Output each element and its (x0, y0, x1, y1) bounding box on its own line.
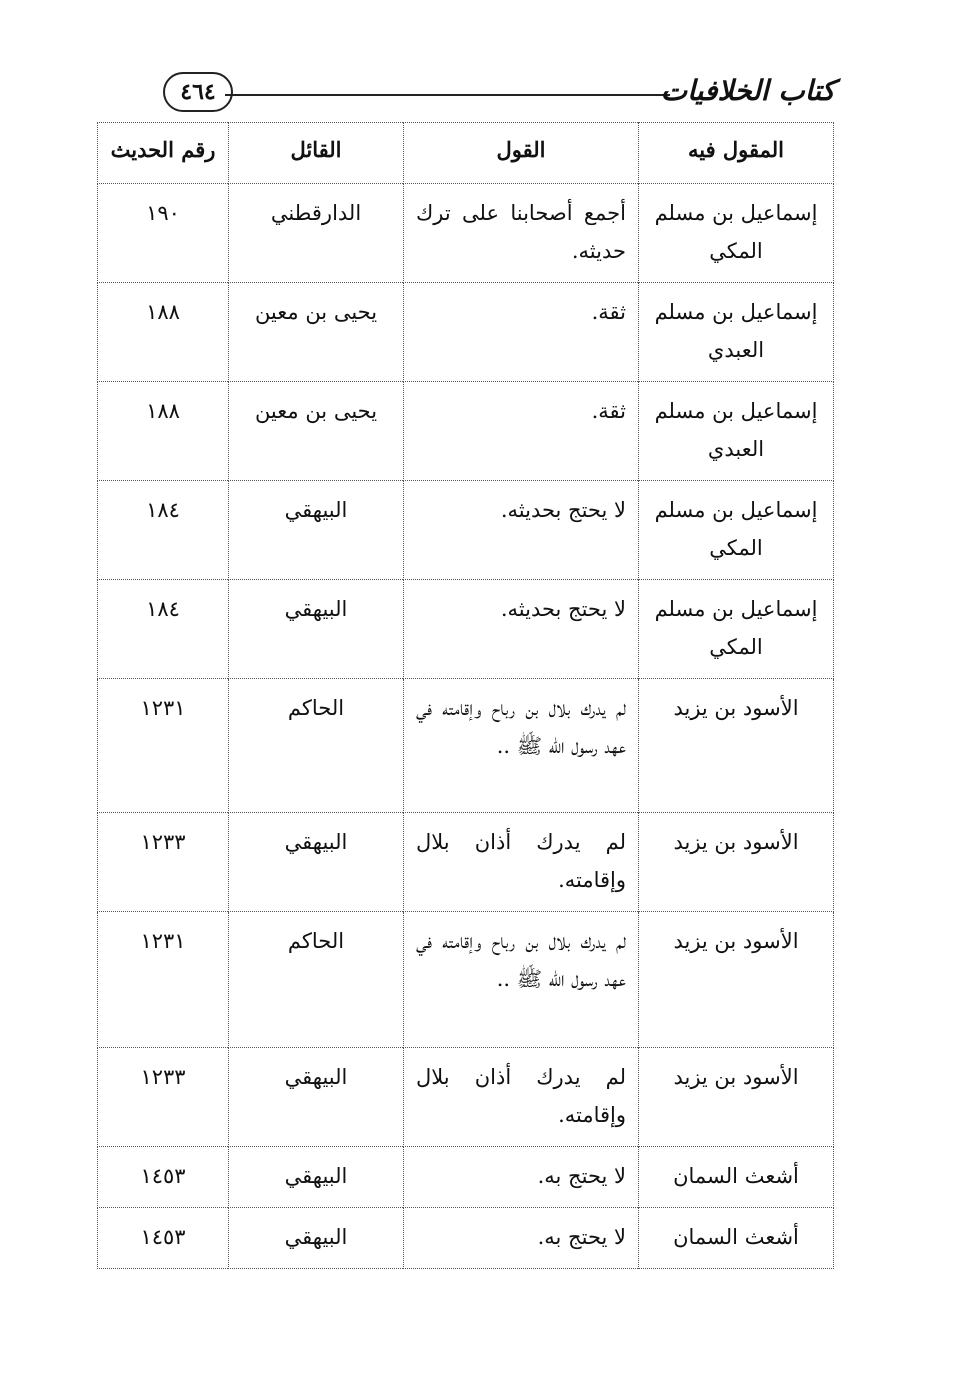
cell-saying: ثقة. (404, 382, 639, 481)
cell-speaker: يحيى بن معين (229, 382, 404, 481)
table-header-row (98, 123, 834, 184)
cell-saying: لا يحتج به. (404, 1147, 639, 1208)
page-header (95, 72, 835, 120)
table-row (98, 912, 834, 1048)
table-row (98, 184, 834, 283)
cell-speaker: الحاكم (229, 912, 404, 1048)
cell-number: ١٨٤ (98, 580, 229, 679)
cell-speaker: الدارقطني (229, 184, 404, 283)
header-speaker: القائل (229, 123, 404, 184)
cell-subject: إسماعيل بن مسلم المكي (639, 580, 834, 679)
page-number: ٤٦٤ (163, 72, 233, 112)
cell-number: ١٨٤ (98, 481, 229, 580)
cell-speaker: البيهقي (229, 1208, 404, 1269)
cell-saying: لم يدرك أذان بلال وإقامته. (404, 813, 639, 912)
cell-number: ١٨٨ (98, 382, 229, 481)
cell-saying: لا يحتج به. (404, 1208, 639, 1269)
cell-saying: لم يدرك بلال بن رباح وإقامته في عهد رسول الله ﷺ .. (404, 912, 639, 1048)
cell-subject: الأسود بن يزيد (639, 1048, 834, 1147)
narrators-table (97, 122, 834, 1269)
cell-saying: لا يحتج بحديثه. (404, 481, 639, 580)
cell-speaker: البيهقي (229, 580, 404, 679)
table-row (98, 580, 834, 679)
cell-speaker: يحيى بن معين (229, 283, 404, 382)
table-row (98, 382, 834, 481)
table-row (98, 1208, 834, 1269)
cell-speaker: البيهقي (229, 481, 404, 580)
cell-subject: أشعث السمان (639, 1208, 834, 1269)
cell-saying: لم يدرك أذان بلال وإقامته. (404, 1048, 639, 1147)
cell-subject: إسماعيل بن مسلم المكي (639, 481, 834, 580)
header-hadith-number: رقم الحديث (98, 123, 229, 184)
cell-saying: ثقة. (404, 283, 639, 382)
cell-subject: إسماعيل بن مسلم العبدي (639, 382, 834, 481)
cell-speaker: البيهقي (229, 813, 404, 912)
cell-number: ١٢٣٣ (98, 813, 229, 912)
cell-subject: أشعث السمان (639, 1147, 834, 1208)
cell-number: ١٢٣١ (98, 679, 229, 813)
table-row (98, 1048, 834, 1147)
cell-subject: إسماعيل بن مسلم المكي (639, 184, 834, 283)
cell-speaker: البيهقي (229, 1048, 404, 1147)
cell-number: ١٩٠ (98, 184, 229, 283)
cell-number: ١٢٣١ (98, 912, 229, 1048)
header-saying: القول (404, 123, 639, 184)
cell-speaker: البيهقي (229, 1147, 404, 1208)
book-title: كتاب الخلافيات (660, 74, 835, 107)
table-row (98, 679, 834, 813)
cell-speaker: الحاكم (229, 679, 404, 813)
cell-subject: إسماعيل بن مسلم العبدي (639, 283, 834, 382)
table-row (98, 813, 834, 912)
cell-saying: لم يدرك بلال بن رباح وإقامته في عهد رسول الله ﷺ .. (404, 679, 639, 813)
table-row (98, 481, 834, 580)
cell-number: ١٤٥٣ (98, 1208, 229, 1269)
cell-subject: الأسود بن يزيد (639, 912, 834, 1048)
header-subject: المقول فيه (639, 123, 834, 184)
cell-saying: لا يحتج بحديثه. (404, 580, 639, 679)
cell-number: ١٤٥٣ (98, 1147, 229, 1208)
table-row (98, 283, 834, 382)
cell-subject: الأسود بن يزيد (639, 679, 834, 813)
cell-number: ١٨٨ (98, 283, 229, 382)
cell-number: ١٢٣٣ (98, 1048, 229, 1147)
cell-subject: الأسود بن يزيد (639, 813, 834, 912)
table-row (98, 1147, 834, 1208)
header-rule (225, 94, 670, 96)
cell-saying: أجمع أصحابنا على ترك حديثه. (404, 184, 639, 283)
